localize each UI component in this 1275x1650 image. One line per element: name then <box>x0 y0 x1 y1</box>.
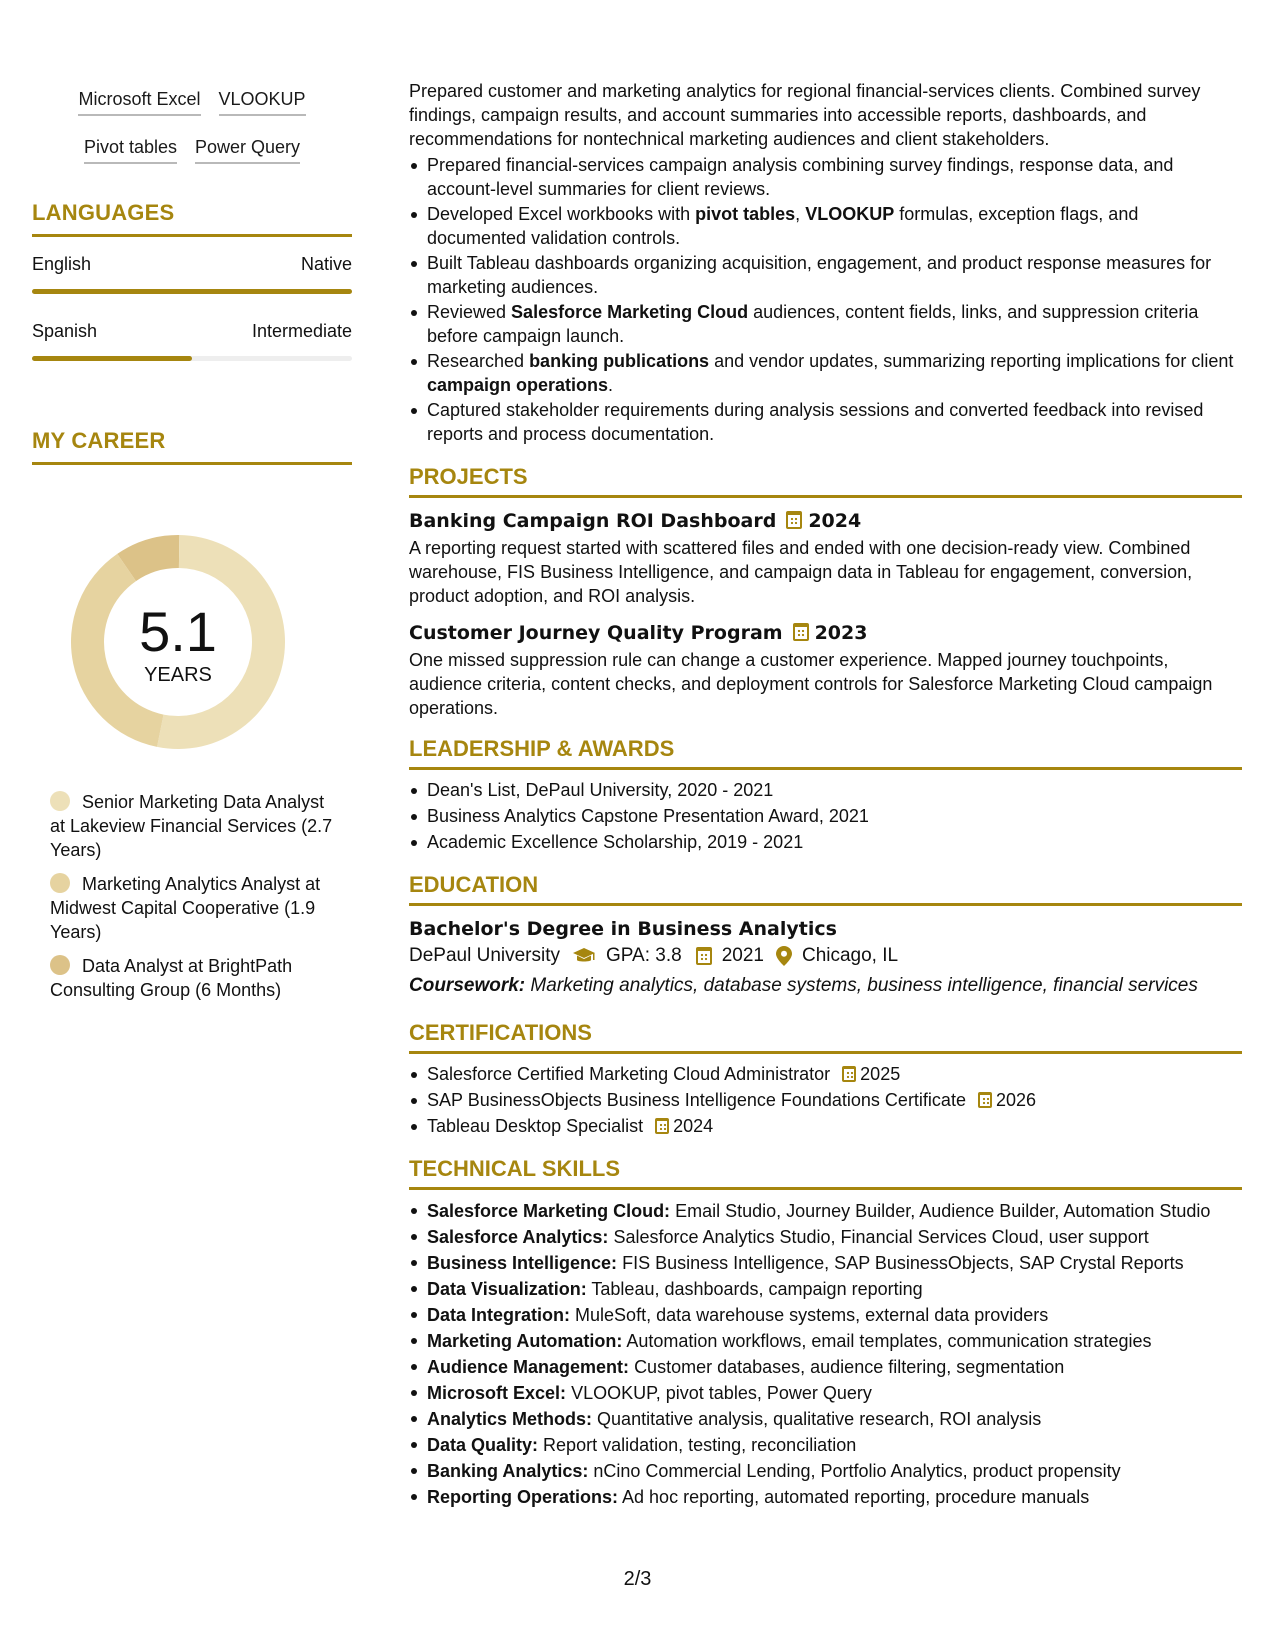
project-description: A reporting request started with scattered files and ended with one decision-ready view. Combined warehouse, FIS Business Intelligence, and campaign data in Tableau for engagement, conversion, product adoption, and ROI analysis. <box>409 538 1193 606</box>
career-dot-icon <box>50 955 70 975</box>
skill-value: nCino Commercial Lending, Portfolio Analytics, product propensity <box>593 1461 1121 1481</box>
skill-value: Ad hoc reporting, automated reporting, procedure manuals <box>622 1487 1090 1507</box>
degree-title: Bachelor's Degree in Business Analytics <box>409 918 837 940</box>
skill-item <box>409 1380 1242 1406</box>
certification-item <box>409 1062 1242 1086</box>
bullet-bold-text: Salesforce Marketing Cloud <box>511 302 749 322</box>
language-level: Intermediate <box>251 321 352 341</box>
certification-year: 2025 <box>860 1064 901 1084</box>
leadership-heading: LEADERSHIP & AWARDS <box>409 736 1242 770</box>
project-year: 2024 <box>808 510 862 532</box>
bullet-bold-text: VLOOKUP <box>805 204 895 224</box>
technical-skills-heading: TECHNICAL SKILLS <box>409 1156 1242 1190</box>
skill-label: Data Visualization: <box>427 1279 587 1299</box>
skill-label: Analytics Methods: <box>427 1409 593 1429</box>
skill-tag-row <box>32 134 352 164</box>
skill-label: Banking Analytics: <box>427 1461 589 1481</box>
language-name: Spanish <box>32 321 98 341</box>
projects-heading: PROJECTS <box>409 464 1242 498</box>
skill-value: Email Studio, Journey Builder, Audience Builder, Automation Studio <box>675 1201 1211 1221</box>
project-item <box>409 620 1242 720</box>
skill-label: Reporting Operations: <box>427 1487 619 1507</box>
experience-bullet <box>409 202 1242 250</box>
project-year: 2023 <box>814 622 868 644</box>
experience-bullet <box>409 153 1242 201</box>
certification-item <box>409 1088 1242 1112</box>
skill-label: Microsoft Excel: <box>427 1383 567 1403</box>
skill-label: Data Integration: <box>427 1305 571 1325</box>
leadership-item: Academic Excellence Scholarship, 2019 - 2021 <box>409 830 1242 854</box>
skill-item <box>409 1276 1242 1302</box>
bullet-bold-text: pivot tables <box>695 204 796 224</box>
certifications-heading: CERTIFICATIONS <box>409 1020 1242 1054</box>
skill-label: Data Quality: <box>427 1435 539 1455</box>
certification-year: 2026 <box>995 1090 1037 1110</box>
career-list <box>50 790 340 1012</box>
career-item <box>50 954 340 1002</box>
language-item <box>32 321 352 361</box>
language-bar-fill <box>32 356 192 361</box>
technical-skills-list <box>409 1198 1242 1510</box>
career-dot-icon <box>50 873 70 893</box>
skill-item <box>409 1406 1242 1432</box>
skill-tag: VLOOKUP <box>219 86 306 116</box>
project-description: One missed suppression rule can change a customer experience. Mapped journey touchpoints, audience criteria, content checks, and deployment controls for Salesforce Marketing Cloud campaign operations. <box>409 650 1213 718</box>
certification-name: Tableau Desktop Specialist <box>427 1116 644 1136</box>
coursework <box>409 974 1242 998</box>
language-bar <box>32 356 352 361</box>
skill-item <box>409 1484 1242 1510</box>
skill-label: Salesforce Analytics: <box>427 1227 609 1247</box>
certification-item <box>409 1114 1242 1138</box>
gpa: GPA: 3.8 <box>606 945 682 966</box>
skill-value: Report validation, testing, reconciliation <box>543 1435 857 1455</box>
graduation-cap-icon <box>572 947 596 965</box>
skill-label: Salesforce Marketing Cloud: <box>427 1201 671 1221</box>
skill-tags <box>32 86 352 182</box>
project-item <box>409 508 1242 608</box>
skill-value: VLOOKUP, pivot tables, Power Query <box>571 1383 872 1403</box>
career-item <box>50 790 340 862</box>
bullet-text: Developed Excel workbooks with <box>427 204 696 224</box>
bullet-text: and vendor updates, summarizing reporting implications for client <box>709 351 1234 371</box>
coursework-label: Coursework: <box>409 975 526 996</box>
languages-heading: LANGUAGES <box>32 200 352 237</box>
career-item <box>50 872 340 944</box>
experience-bullet <box>409 349 1242 397</box>
skill-label: Audience Management: <box>427 1357 630 1377</box>
career-donut-chart <box>66 530 290 754</box>
career-heading: MY CAREER <box>32 428 352 465</box>
certification-name: SAP BusinessObjects Business Intelligence Foundations Certificate <box>427 1090 966 1110</box>
skill-tag: Power Query <box>195 134 300 164</box>
language-item <box>32 254 352 294</box>
career-dot-icon <box>50 791 70 811</box>
school-location: Chicago, IL <box>801 945 899 966</box>
career-text: Marketing Analytics Analyst at Midwest Capital Cooperative (1.9 Years) <box>50 874 321 942</box>
bullet-text: Researched <box>427 351 530 371</box>
skill-value: Tableau, dashboards, campaign reporting <box>591 1279 923 1299</box>
project-title: Banking Campaign ROI Dashboard <box>409 510 777 532</box>
bullet-text: audiences, content fields, links, and suppression criteria before campaign launch. <box>427 302 1199 346</box>
skill-value: Customer databases, audience filtering, segmentation <box>634 1357 1065 1377</box>
experience-bullet <box>409 398 1242 446</box>
leadership-item: Business Analytics Capstone Presentation Award, 2021 <box>409 804 1242 828</box>
education-heading: EDUCATION <box>409 872 1242 906</box>
skill-item <box>409 1224 1242 1250</box>
skill-item <box>409 1354 1242 1380</box>
education-details <box>409 942 1242 970</box>
bullet-text: Built Tableau dashboards organizing acquisition, engagement, and product response measures for marketing audiences. <box>427 253 1212 297</box>
skill-label: Marketing Automation: <box>427 1331 623 1351</box>
skill-value: FIS Business Intelligence, SAP BusinessObjects, SAP Crystal Reports <box>622 1253 1184 1273</box>
career-years-total: 5.1 <box>139 600 217 663</box>
skill-item <box>409 1198 1242 1224</box>
bullet-text: Reviewed <box>427 302 512 322</box>
bullet-text: Prepared financial-services campaign analysis combining survey findings, response data, and account-level summaries for client reviews. <box>427 155 1174 199</box>
page-number: 2/3 <box>623 1568 652 1590</box>
skill-item <box>409 1432 1242 1458</box>
skill-tag: Microsoft Excel <box>78 86 200 116</box>
calendar-icon <box>793 623 809 641</box>
summary-paragraph: Prepared customer and marketing analytics for regional financial-services clients. Combined survey findings, campaign results, and account summaries into accessible reports, dashboards, and recommendations for nontechnical marketing audiences and client stakeholders. <box>409 81 1201 149</box>
project-title: Customer Journey Quality Program <box>409 622 783 644</box>
experience-bullets <box>409 153 1242 446</box>
calendar-icon <box>696 947 712 965</box>
skill-value: Salesforce Analytics Studio, Financial Services Cloud, user support <box>613 1227 1149 1247</box>
skill-tag: Pivot tables <box>84 134 177 164</box>
language-bar-fill <box>32 289 352 294</box>
calendar-icon <box>655 1118 669 1134</box>
skill-item <box>409 1302 1242 1328</box>
skill-item <box>409 1250 1242 1276</box>
language-bar <box>32 289 352 294</box>
skill-item <box>409 1328 1242 1354</box>
bullet-text: formulas, exception flags, and documented validation controls. <box>427 204 1139 248</box>
leadership-list <box>409 778 1242 854</box>
certification-name: Salesforce Certified Marketing Cloud Administrator <box>427 1064 831 1084</box>
skill-value: Quantitative analysis, qualitative research, ROI analysis <box>597 1409 1042 1429</box>
calendar-icon <box>842 1066 856 1082</box>
bullet-text: , <box>795 204 806 224</box>
graduation-year: 2021 <box>721 945 764 966</box>
certification-year: 2024 <box>673 1116 714 1136</box>
career-text: Data Analyst at BrightPath Consulting Group (6 Months) <box>50 956 293 1000</box>
skill-label: Business Intelligence: <box>427 1253 618 1273</box>
skill-item <box>409 1458 1242 1484</box>
bullet-text: . <box>608 375 614 395</box>
skill-tag-row <box>32 86 352 116</box>
calendar-icon <box>786 511 802 529</box>
experience-bullet <box>409 300 1242 348</box>
leadership-item: Dean's List, DePaul University, 2020 - 2021 <box>409 778 1242 802</box>
certifications-list <box>409 1062 1242 1138</box>
language-name: English <box>32 254 92 274</box>
location-pin-icon <box>776 946 792 966</box>
experience-bullet <box>409 251 1242 299</box>
school-name: DePaul University <box>409 945 560 966</box>
skill-value: MuleSoft, data warehouse systems, external data providers <box>575 1305 1049 1325</box>
career-text: Senior Marketing Data Analyst at Lakeview Financial Services (2.7 Years) <box>50 792 333 860</box>
career-years-unit: YEARS <box>144 664 212 686</box>
calendar-icon <box>978 1092 992 1108</box>
coursework-text: Marketing analytics, database systems, business intelligence, financial services <box>530 975 1198 996</box>
bullet-text: Captured stakeholder requirements during analysis sessions and converted feedback into revised reports and process documentation. <box>427 400 1204 444</box>
skill-value: Automation workflows, email templates, communication strategies <box>626 1331 1152 1351</box>
bullet-bold-text: campaign operations <box>427 375 609 395</box>
bullet-bold-text: banking publications <box>529 351 710 371</box>
language-level: Native <box>300 254 352 274</box>
